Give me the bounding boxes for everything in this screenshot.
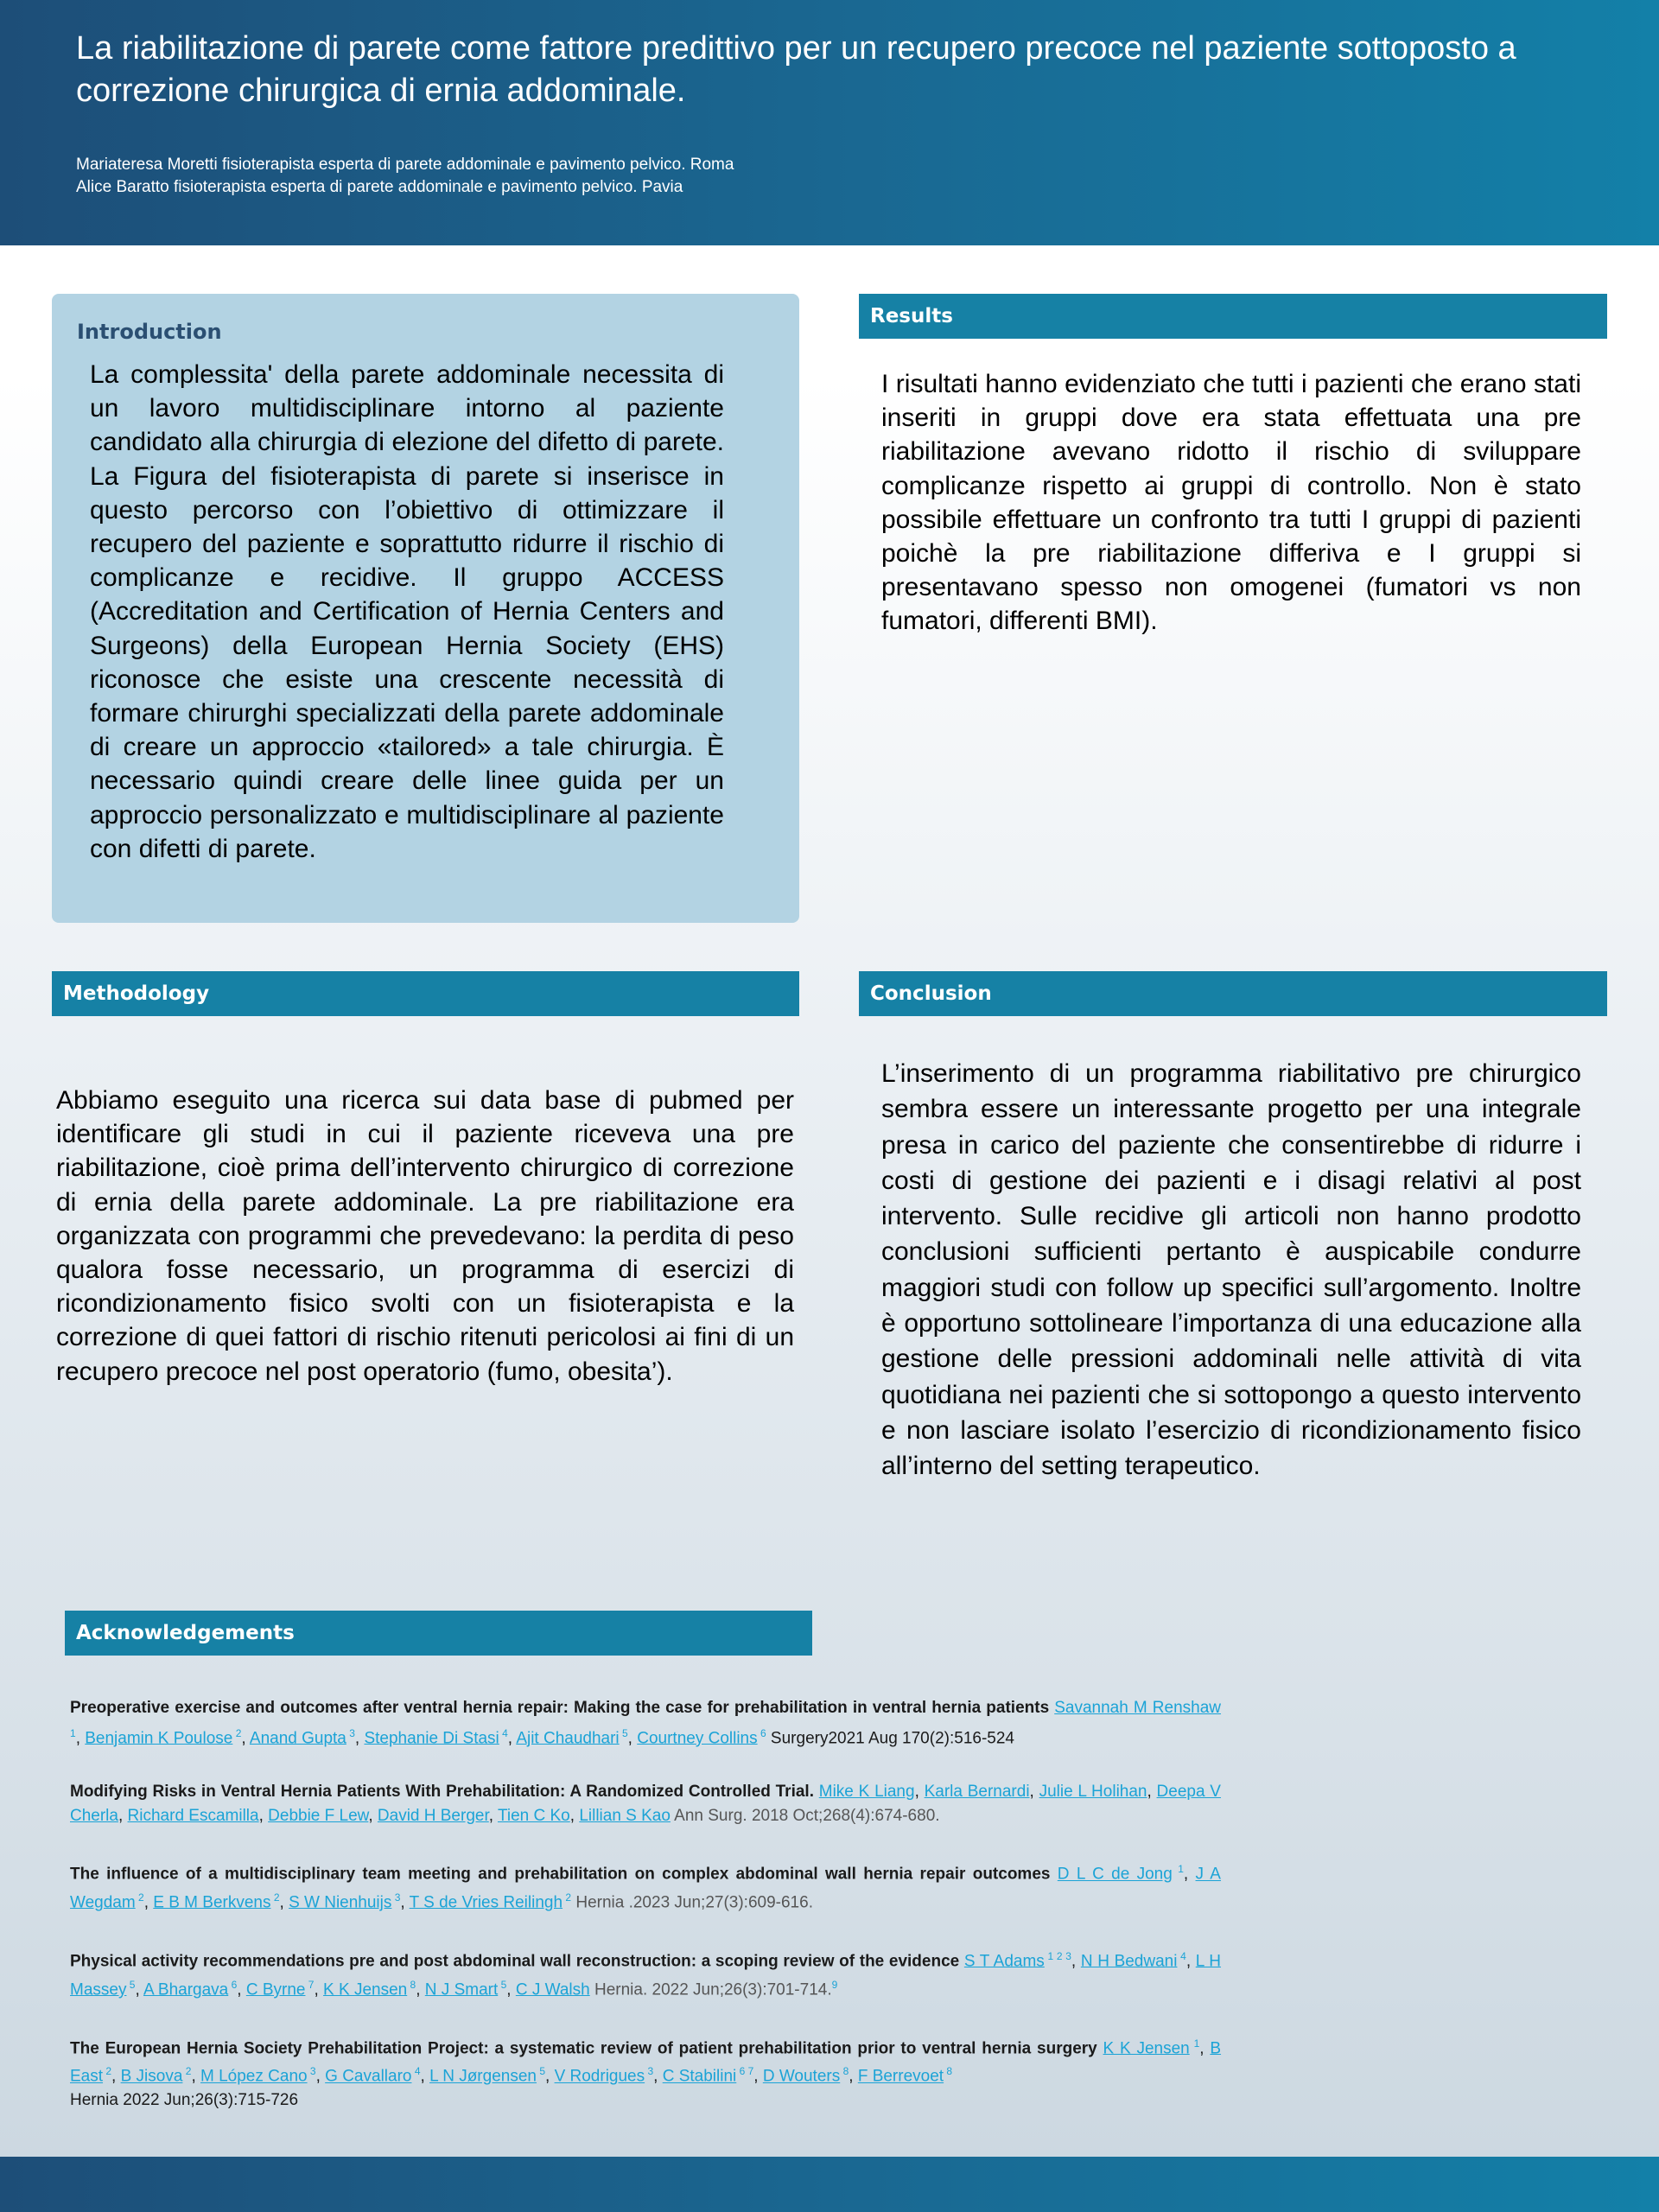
author-affiliation-number: 5	[536, 2065, 545, 2078]
reference-source: Surgery2021 Aug 170(2):516-524	[766, 1728, 1014, 1747]
reference-author-link[interactable]: Julie L Holihan	[1039, 1783, 1147, 1802]
author-affiliation-number: 8	[840, 2065, 849, 2078]
authors-block	[76, 154, 734, 199]
author-affiliation-number: 2	[135, 1891, 144, 1904]
author-affiliation-number: 2	[270, 1891, 280, 1904]
introduction-text: La complessita' della parete addominale necessita di un lavoro multidisciplinare intorno al paziente candidato alla chirurgia di elezione del difetto di parete. La Figura del fisioterapista di parete si inserisce in questo percorso con l’obiettivo di ottimizzare il recupero del paziente e soprattutto ridurre il rischio di complicanze e recidive. Il gruppo ACCESS (Accreditation and Certification of Hernia Centers and Surgeons) della European Hernia Society (EHS) riconosce che esiste una crescente necessità di formare chirurghi specializzati della parete addominale di creare un approccio «tailored» a tale chirurgia. È necessario quindi creare delle linee guida per un approccio personalizzato e multidisciplinare al paziente con difetti di parete.	[90, 360, 724, 863]
author-affiliation-number: 2	[232, 1726, 242, 1739]
reference-author-link[interactable]: B Jisova	[120, 2067, 183, 2086]
reference-author-link[interactable]: Ajit Chaudhari	[516, 1728, 620, 1747]
reference-item: Physical activity recommendations pre and post abdominal wall reconstruction: a scoping review of the evidence S T Adams $^{1 2 3}$, N H Bedwani $^4$, L H Massey $^5$, A Bhargava $^6$, C Byrne $^7$, K K Jensen $^8$, N J Smart $^5$, C J Walsh Hernia. 2022 Jun;26(3):701-714.$^9$	[70, 1949, 1221, 1999]
author-affiliation-number: 8	[407, 1978, 416, 1991]
reference-author-link[interactable]: Benjamin K Poulose	[85, 1728, 233, 1747]
source-note-number: 9	[831, 1978, 838, 1991]
reference-author-link[interactable]: S T Adams	[963, 1952, 1045, 1971]
author-affiliation-number: 3	[645, 2065, 654, 2078]
reference-source: Hernia .2023 Jun;27(3):609-616.	[571, 1893, 813, 1912]
reference-author-link[interactable]: A Bhargava	[143, 1980, 229, 1999]
reference-title: Physical activity recommendations pre and post abdominal wall reconstruction: a scoping review of the evidence	[70, 1952, 964, 1971]
reference-author-link[interactable]: Debbie F Lew	[268, 1806, 369, 1825]
reference-author-link[interactable]: Stephanie Di Stasi	[364, 1728, 499, 1747]
reference-author-link[interactable]: C Stabilini	[662, 2067, 737, 2086]
reference-item: The influence of a multidisciplinary team meeting and prehabilitation on complex abdominal wall hernia repair outcomes D L C de Jong $^1$, J A Wegdam $^2$, E B M Berkvens $^2$, S W Nienhuijs $^3$, T S de Vries Reilingh $^2$ Hernia .2023 Jun;27(3):609-616.	[70, 1863, 1221, 1912]
reference-author-link[interactable]: Karla Bernardi	[924, 1783, 1030, 1802]
reference-item: The European Hernia Society Prehabilitation Project: a systematic review of patient prehabilitation prior to ventral hernia surgery K K Jensen $^1$, B East $^2$, B Jisova $^2$, M López Cano $^3$, G Cavallaro $^4$, L N Jørgensen $^5$, V Rodrigues $^3$, C Stabilini $^{6 7}$, D Wouters $^8$, F Berrevoet $^8$ Hernia 2022 Jun;26(3):715-726	[70, 2037, 1222, 2110]
reference-author-link[interactable]: Anand Gupta	[249, 1728, 346, 1747]
results-text: I risultati hanno evidenziato che tutti i pazienti che erano stati inseriti in gruppi dove era stata effettuata una pre riabilitazione avevano ridotto il rischio di sviluppare complicanze rispetto ai gruppi di controllo. Non è stato possibile effettuare un confronto tra tutti I gruppi di pazienti poichè la pre riabilitazione differiva e I gruppi si presentavano spesso non omogenei (fumatori vs non fumatori, differenti BMI).	[881, 370, 1581, 636]
reference-author-link[interactable]: D Wouters	[762, 2067, 841, 2086]
reference-source: Hernia. 2022 Jun;26(3):701-714.	[589, 1980, 832, 1999]
author-affiliation-number: 3	[346, 1726, 355, 1739]
reference-title: Modifying Risks in Ventral Hernia Patients With Prehabilitation: A Randomized Controlled Trial.	[70, 1783, 819, 1802]
reference-item: Modifying Risks in Ventral Hernia Patients With Prehabilitation: A Randomized Controlled Trial. Mike K Liang, Karla Bernardi, Julie L Holihan, Deepa V Cherla, Richard Escamilla, Debbie F Lew, David H Berger, Tien C Ko, Lillian S Kao Ann Surg. 2018 Oct;268(4):674-680.	[70, 1783, 1221, 1825]
reference-author-link[interactable]: C J Walsh	[515, 1980, 590, 1999]
reference-author-link[interactable]: L N Jørgensen	[429, 2067, 537, 2086]
reference-author-link[interactable]: F Berrevoet	[857, 2067, 944, 2086]
author-affiliation-number: 6 7	[736, 2065, 754, 2078]
author-affiliation-number: 4	[1177, 1949, 1186, 1962]
author-affiliation-number: 1 2 3	[1044, 1949, 1071, 1962]
reference-author-link[interactable]: M López Cano	[200, 2067, 308, 2086]
references-list	[70, 1696, 1221, 2143]
author-affiliation-number: 7	[305, 1978, 315, 1991]
poster-title: La riabilitazione di parete come fattore predittivo per un recupero precoce nel paziente sottoposto a correzione chirurgica di ernia addominale.	[76, 30, 1516, 109]
acknowledgements-heading: Acknowledgements	[65, 1611, 812, 1656]
author-affiliation-number: 6	[757, 1726, 766, 1739]
author-affiliation-number: 1	[1172, 1863, 1184, 1876]
methodology-text: Abbiamo eseguito una ricerca sui data base di pubmed per identificare gli studi in cui il paziente riceveva una pre riabilitazione, cioè prima dell’intervento chirurgico di correzione di ernia della parete addominale. La pre riabilitazione era organizzata con programmi che prevedevano: la perdita di peso qualora fosse necessario, un programma di esercizi di ricondizionamento fisico svolti con un fisioterapista e la correzione di quei fattori di rischio ritenuti pericolosi ai fini di un recupero precoce nel post operatorio (fumo, obesita’).	[56, 1086, 794, 1386]
footer-banner	[0, 2157, 1659, 2212]
author-line: Alice Baratto fisioterapista esperta di parete addominale e pavimento pelvico. Pavia	[76, 178, 683, 196]
author-affiliation-number: 8	[944, 2065, 953, 2078]
reference-author-link[interactable]: T S de Vries Reilingh	[409, 1893, 563, 1912]
author-affiliation-number: 6	[228, 1978, 238, 1991]
reference-author-link[interactable]: L H Massey	[70, 1952, 1221, 1999]
reference-author-link[interactable]: J A Wegdam	[70, 1865, 1221, 1912]
reference-title: The influence of a multidisciplinary team meeting and prehabilitation on complex abdominal wall hernia repair outcomes	[70, 1865, 1058, 1884]
reference-author-link[interactable]: Tien C Ko	[497, 1806, 570, 1825]
conclusion-text: L’inserimento di un programma riabilitativo pre chirurgico sembra essere un interessante progetto per una integrale presa in carico del paziente che consentirebbe di ridurre i costi di gestione dei pazienti e i disagi relativi al post intervento. Sulle recidive gli articoli non hanno prodotto conclusioni sufficienti pertanto è auspicabile condurre maggiori studi con follow up specifici sull’argomento. Inoltre è opportuno sottolineare l’importanza di una educazione alla gestione delle pressioni addominali nelle attività di vita quotidiana nei pazienti che si sottopongo a questo intervento e non lasciare isolato l’esercizio di ricondizionamento fisico all’interno del setting terapeutico.	[881, 1059, 1581, 1481]
author-affiliation-number: 2	[563, 1891, 572, 1904]
reference-author-link[interactable]: D L C de Jong	[1057, 1865, 1173, 1884]
conclusion-heading: Conclusion	[859, 971, 1607, 1016]
reference-author-link[interactable]: Deepa V Cherla	[70, 1783, 1221, 1825]
author-affiliation-number: 5	[498, 1978, 507, 1991]
author-affiliation-number: 1	[1189, 2037, 1200, 2050]
author-affiliation-number: 3	[391, 1891, 401, 1904]
author-affiliation-number: 2	[103, 2065, 112, 2078]
author-affiliation-number: 2	[182, 2065, 192, 2078]
author-affiliation-number: 5	[619, 1726, 628, 1739]
author-affiliation-number: 1	[70, 1726, 76, 1739]
reference-author-link[interactable]: G Cavallaro	[325, 2067, 412, 2086]
author-affiliation-number: 4	[411, 2065, 421, 2078]
reference-author-link[interactable]: Lillian S Kao	[579, 1806, 671, 1825]
reference-author-link[interactable]: C Byrne	[245, 1980, 306, 1999]
header-banner	[0, 0, 1659, 245]
reference-author-link[interactable]: B East	[70, 2038, 1222, 2086]
methodology-heading: Methodology	[52, 971, 799, 1016]
author-affiliation-number: 5	[126, 1978, 136, 1991]
reference-author-link[interactable]: E B M Berkvens	[153, 1893, 271, 1912]
reference-author-link[interactable]: Richard Escamilla	[127, 1806, 259, 1825]
reference-author-link[interactable]: S W Nienhuijs	[289, 1893, 392, 1912]
reference-author-link[interactable]: V Rodrigues	[554, 2067, 645, 2086]
reference-author-link[interactable]: K K Jensen	[1103, 2038, 1190, 2057]
reference-title: Preoperative exercise and outcomes after ventral hernia repair: Making the case for prehabilitation in ventral hernia patients	[70, 1699, 1055, 1717]
reference-author-link[interactable]: David H Berger	[377, 1806, 489, 1825]
reference-author-link[interactable]: N J Smart	[424, 1980, 499, 1999]
author-affiliation-number: 4	[499, 1726, 508, 1739]
introduction-heading: Introduction	[77, 320, 222, 344]
reference-item: Preoperative exercise and outcomes after ventral hernia repair: Making the case for prehabilitation in ventral hernia patients Savannah M Renshaw $^1$, Benjamin K Poulose $^2$, Anand Gupta $^3$, Stephanie Di Stasi $^4$, Ajit Chaudhari $^5$, Courtney Collins $^6$ Surgery2021 Aug 170(2):516-524	[70, 1699, 1221, 1747]
reference-author-link[interactable]: Courtney Collins	[637, 1728, 758, 1747]
author-line: Mariateresa Moretti fisioterapista esperta di parete addominale e pavimento pelvico. Roma	[76, 156, 734, 174]
reference-author-link[interactable]: Mike K Liang	[818, 1783, 915, 1802]
reference-source: Ann Surg. 2018 Oct;268(4):674-680.	[670, 1806, 940, 1825]
reference-title: The European Hernia Society Prehabilitation Project: a systematic review of patient prehabilitation prior to ventral hernia surgery	[70, 2038, 1103, 2057]
author-affiliation-number: 3	[307, 2065, 316, 2078]
reference-author-link[interactable]: K K Jensen	[323, 1980, 408, 1999]
reference-source: Hernia 2022 Jun;26(3):715-726	[70, 2091, 299, 2110]
reference-author-link[interactable]: N H Bedwani	[1080, 1952, 1178, 1971]
reference-author-link[interactable]: Savannah M Renshaw	[1054, 1699, 1221, 1717]
results-heading: Results	[859, 294, 1607, 339]
